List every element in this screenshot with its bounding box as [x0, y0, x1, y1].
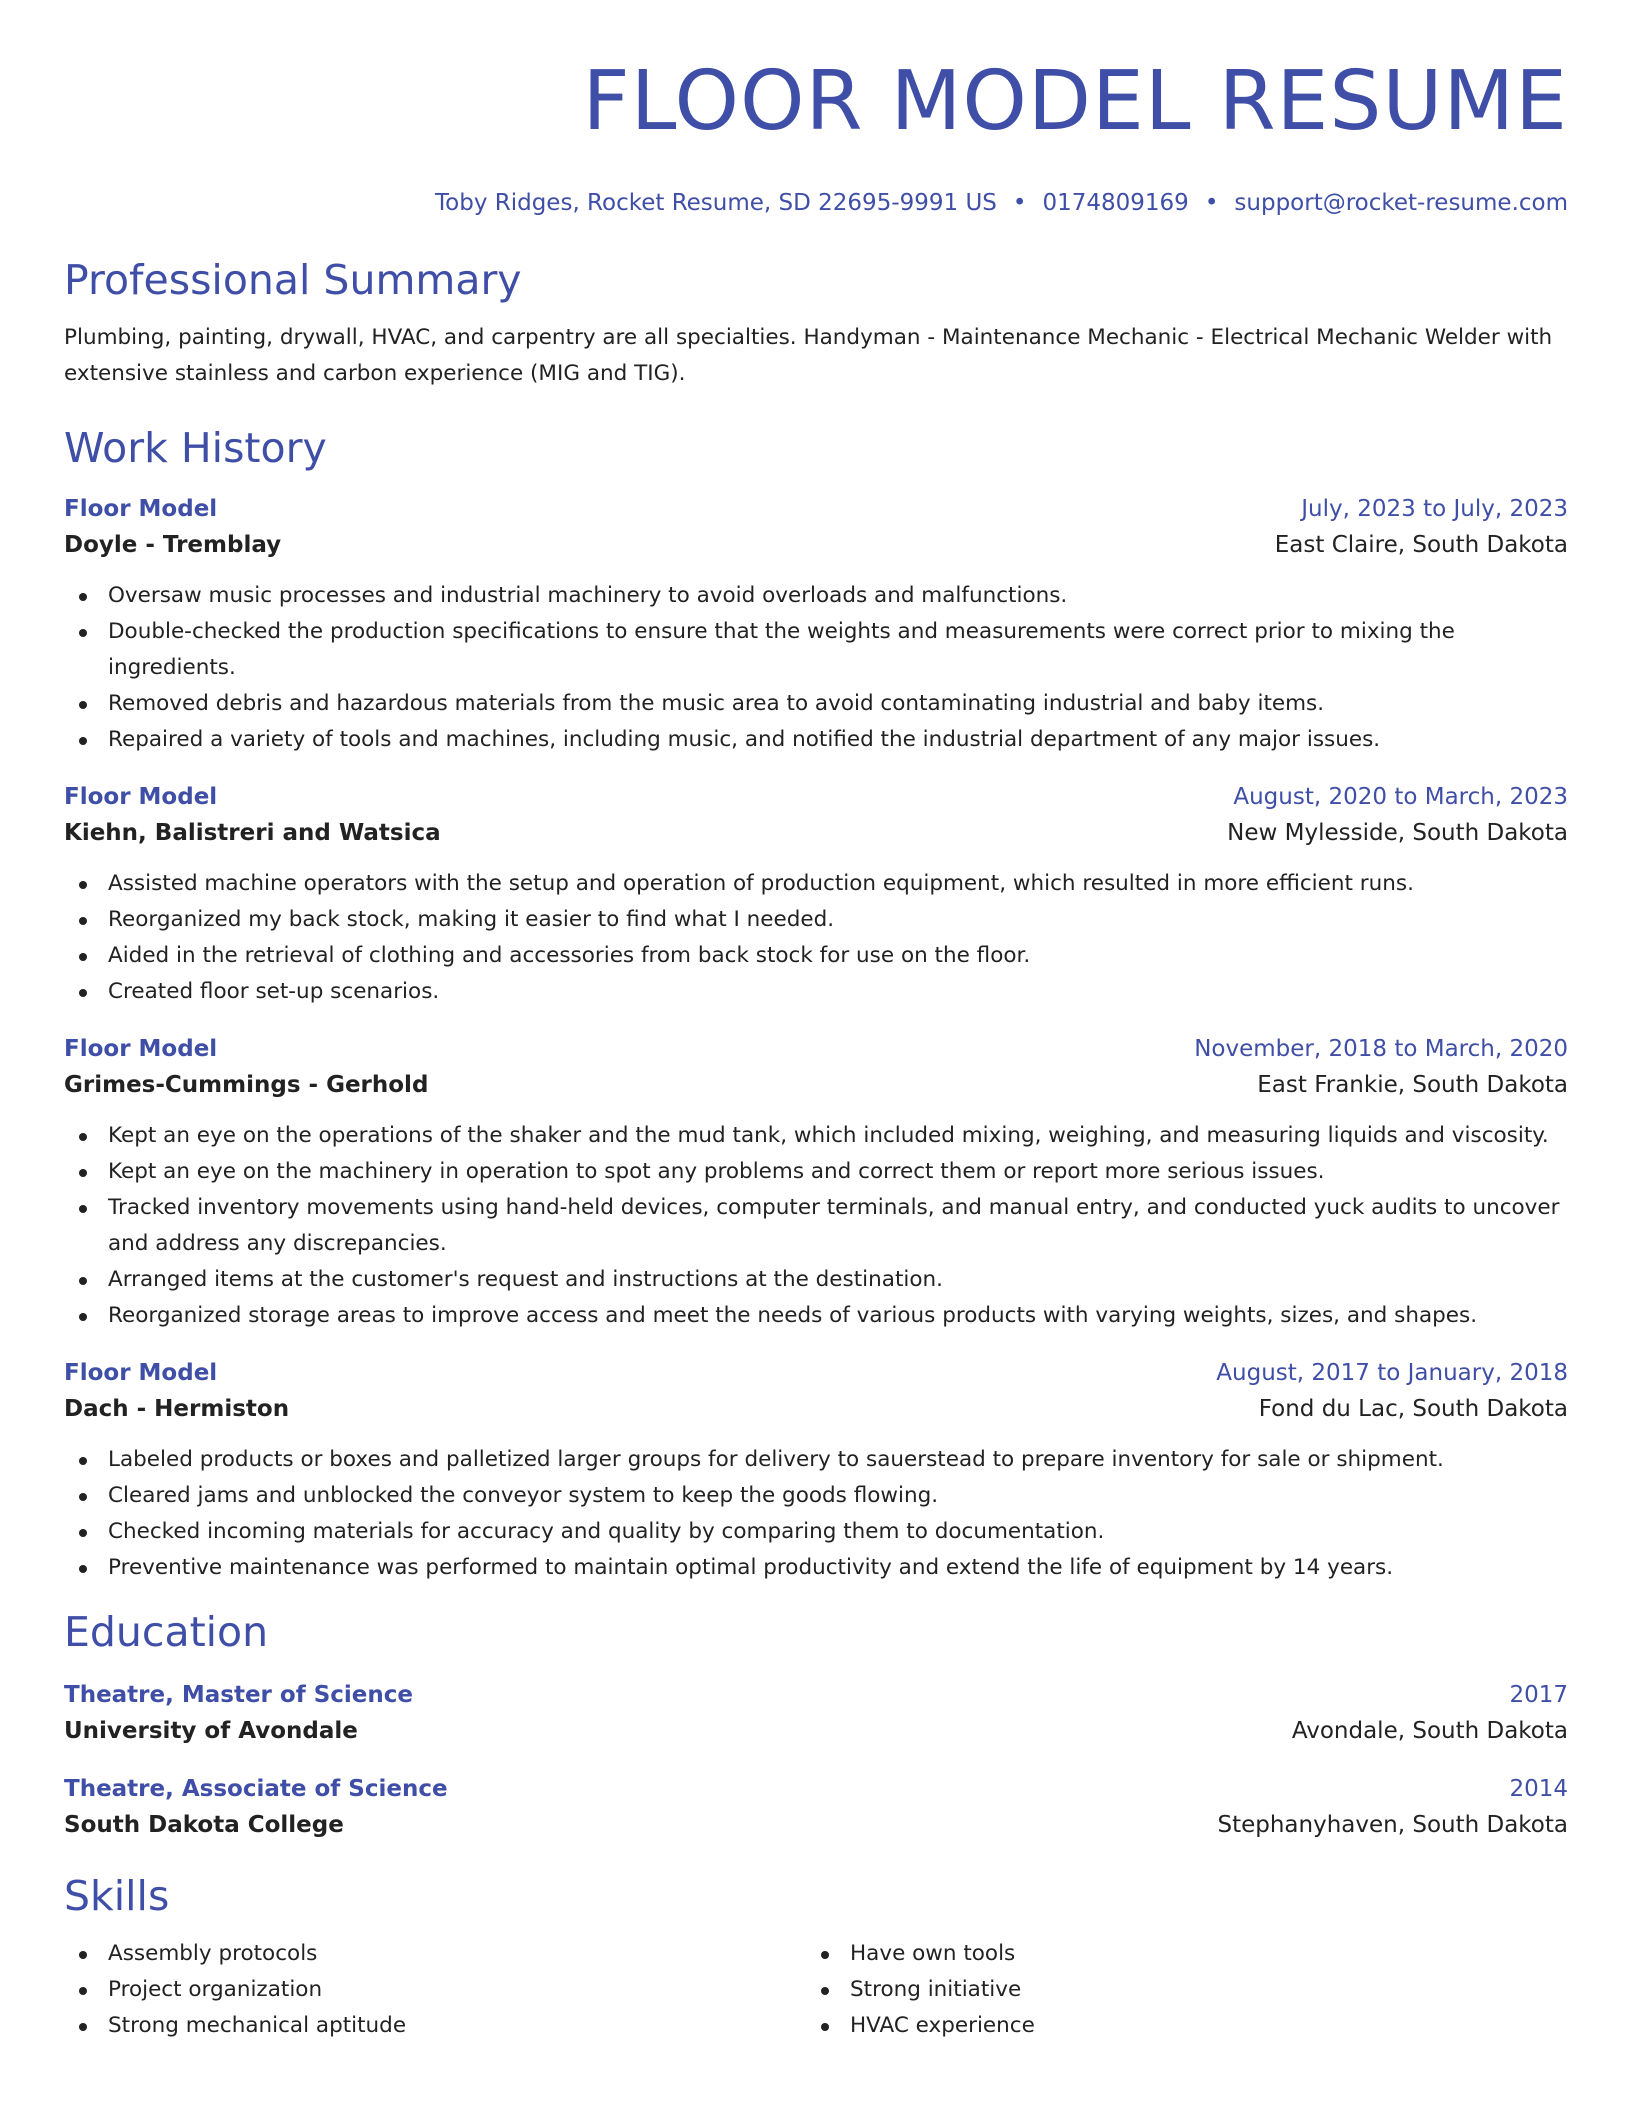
skills-grid — [64, 1936, 1568, 2044]
contact-email[interactable]: support@rocket-resume.com — [1234, 190, 1568, 216]
job-role: Floor Model — [64, 784, 218, 810]
job-location: New Mylesside, South Dakota — [1227, 820, 1568, 846]
job-company: Doyle - Tremblay — [64, 532, 282, 558]
job-entry — [64, 492, 1568, 758]
skills-column-right — [806, 1936, 1548, 2044]
job-bullet: Tracked inventory movements using hand-held devices, computer terminals, and manual entry, and conducted yuck audits to uncover and address any discrepancies. — [64, 1190, 1568, 1262]
job-bullet: Reorganized storage areas to improve access and meet the needs of various products with varying weights, sizes, and shapes. — [64, 1298, 1568, 1334]
job-company: Kiehn, Balistreri and Watsica — [64, 820, 441, 846]
job-dates: August, 2017 to January, 2018 — [1216, 1360, 1568, 1386]
education-location: Stephanyhaven, South Dakota — [1217, 1812, 1568, 1838]
job-bullets — [64, 866, 1568, 1010]
education-heading: Education — [64, 1608, 269, 1656]
skill-item: Project organization — [64, 1972, 806, 2008]
job-dates: November, 2018 to March, 2020 — [1194, 1036, 1568, 1062]
job-bullet: Kept an eye on the machinery in operation to spot any problems and correct them or report more serious issues. — [64, 1154, 1568, 1190]
skill-item: Strong initiative — [806, 1972, 1548, 2008]
job-bullets — [64, 1118, 1568, 1334]
education-degree: Theatre, Associate of Science — [64, 1776, 448, 1802]
job-dates: July, 2023 to July, 2023 — [1301, 496, 1568, 522]
job-entry — [64, 1032, 1568, 1334]
job-bullet: Kept an eye on the operations of the shaker and the mud tank, which included mixing, weighing, and measuring liquids and viscosity. — [64, 1118, 1568, 1154]
job-entry — [64, 1356, 1568, 1586]
education-location: Avondale, South Dakota — [1291, 1718, 1568, 1744]
education-year: 2017 — [1509, 1682, 1568, 1708]
job-bullet: Repaired a variety of tools and machines, including music, and notified the industrial department of any major issues. — [64, 722, 1568, 758]
job-bullet: Double-checked the production specifications to ensure that the weights and measurements were correct prior to mixing the ingredients. — [64, 614, 1568, 686]
education-entry — [64, 1772, 1568, 1844]
summary-heading: Professional Summary — [64, 256, 522, 304]
contact-phone: 0174809169 — [1042, 190, 1189, 216]
skill-item: Strong mechanical aptitude — [64, 2008, 806, 2044]
job-company: Dach - Hermiston — [64, 1396, 290, 1422]
education-year: 2014 — [1509, 1776, 1568, 1802]
summary-text: Plumbing, painting, drywall, HVAC, and carpentry are all specialties. Handyman - Maintenance Mechanic - Electrical Mechanic Welder with extensive stainless and carbon experience (MIG and TIG). — [64, 325, 1553, 386]
education-school: South Dakota College — [64, 1812, 344, 1838]
job-location: East Claire, South Dakota — [1274, 532, 1568, 558]
job-location: East Frankie, South Dakota — [1257, 1072, 1568, 1098]
job-bullets — [64, 1442, 1568, 1586]
skill-item: Assembly protocols — [64, 1936, 806, 1972]
job-bullet: Cleared jams and unblocked the conveyor system to keep the goods flowing. — [64, 1478, 1568, 1514]
job-dates: August, 2020 to March, 2023 — [1233, 784, 1568, 810]
job-bullet: Preventive maintenance was performed to maintain optimal productivity and extend the life of equipment by 14 years. — [64, 1550, 1568, 1586]
education-degree: Theatre, Master of Science — [64, 1682, 414, 1708]
job-bullet: Arranged items at the customer's request and instructions at the destination. — [64, 1262, 1568, 1298]
job-role: Floor Model — [64, 1360, 218, 1386]
job-bullet: Created floor set-up scenarios. — [64, 974, 1568, 1010]
job-bullet: Checked incoming materials for accuracy and quality by comparing them to documentation. — [64, 1514, 1568, 1550]
education-school: University of Avondale — [64, 1718, 358, 1744]
skills-column-left — [64, 1936, 806, 2044]
skills-list-left — [64, 1936, 806, 2044]
job-bullets — [64, 578, 1568, 758]
job-role: Floor Model — [64, 496, 218, 522]
job-bullet: Removed debris and hazardous materials from the music area to avoid contaminating industrial and baby items. — [64, 686, 1568, 722]
education-entry — [64, 1678, 1568, 1750]
job-entry — [64, 780, 1568, 1010]
job-bullet: Aided in the retrieval of clothing and accessories from back stock for use on the floor. — [64, 938, 1568, 974]
work-history-heading: Work History — [64, 424, 327, 472]
contact-separator: • — [1204, 190, 1219, 216]
contact-address: Toby Ridges, Rocket Resume, SD 22695-9991 US — [435, 190, 997, 216]
job-bullet: Reorganized my back stock, making it easier to find what I needed. — [64, 902, 1568, 938]
job-location: Fond du Lac, South Dakota — [1258, 1396, 1568, 1422]
contact-line — [64, 188, 1568, 218]
contact-separator: • — [1012, 190, 1027, 216]
resume-title: FLOOR MODEL RESUME — [582, 54, 1568, 149]
skills-heading: Skills — [64, 1872, 170, 1920]
job-company: Grimes-Cummings - Gerhold — [64, 1072, 429, 1098]
skill-item: Have own tools — [806, 1936, 1548, 1972]
skill-item: HVAC experience — [806, 2008, 1548, 2044]
job-bullet: Oversaw music processes and industrial machinery to avoid overloads and malfunctions. — [64, 578, 1568, 614]
job-bullet: Assisted machine operators with the setup and operation of production equipment, which resulted in more efficient runs. — [64, 866, 1568, 902]
skills-list-right — [806, 1936, 1548, 2044]
job-role: Floor Model — [64, 1036, 218, 1062]
job-bullet: Labeled products or boxes and palletized larger groups for delivery to sauerstead to prepare inventory for sale or shipment. — [64, 1442, 1568, 1478]
